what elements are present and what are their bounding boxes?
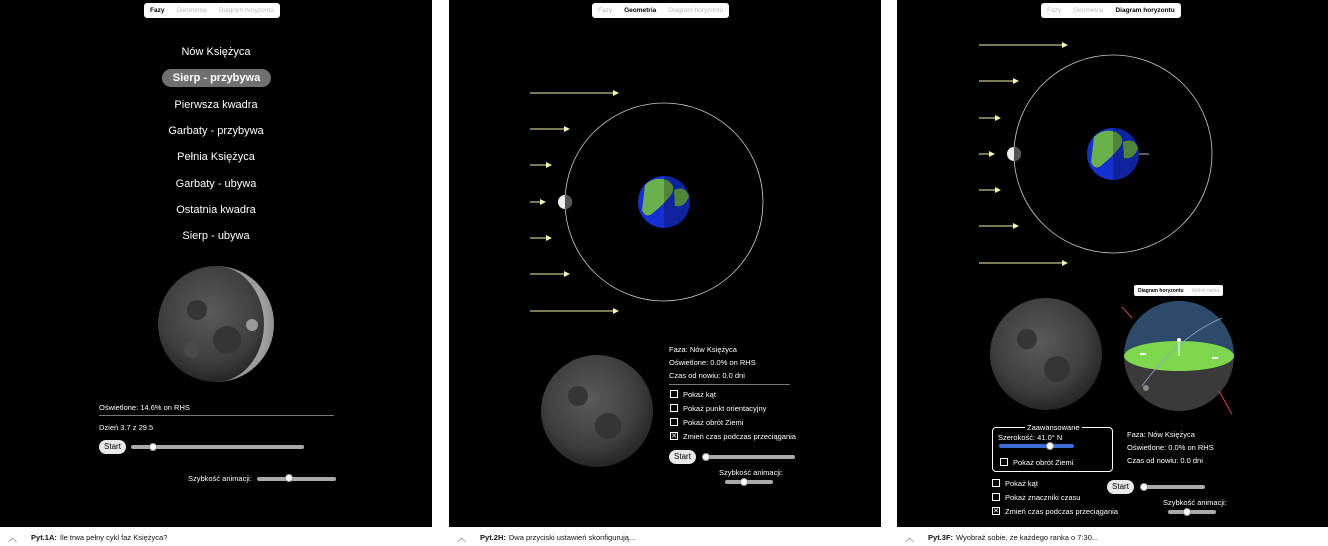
phase-full-moon[interactable]: Pełnia Księżyca <box>177 151 255 163</box>
checkbox-show-rotation[interactable] <box>1000 458 1008 466</box>
question-text: Wyobraź sobie, że każdego ranka o 7:30... <box>956 532 1099 542</box>
phase-new-moon[interactable]: Nów Księżyca <box>181 46 251 58</box>
tab-horizon[interactable]: Diagram horyzontu <box>1115 7 1175 14</box>
speed-slider-thumb[interactable] <box>1183 508 1191 516</box>
time-slider[interactable] <box>1140 485 1205 489</box>
time-slider-thumb[interactable] <box>1140 483 1148 491</box>
question-id: Pyt.2H: <box>480 532 506 542</box>
phase-waning-gibbous[interactable]: Garbaty - ubywa <box>175 178 257 190</box>
day-slider[interactable] <box>131 445 304 449</box>
time-slider-thumb[interactable] <box>702 453 710 461</box>
orbit-diagram[interactable] <box>449 0 881 330</box>
start-button[interactable]: Start <box>99 440 126 454</box>
chevron-up-icon[interactable]: ︿ <box>905 532 915 543</box>
question-bar[interactable] <box>897 528 1328 546</box>
speed-slider[interactable] <box>257 477 336 481</box>
chevron-up-icon[interactable]: ︿ <box>457 532 467 543</box>
moon-phase-image <box>157 265 277 385</box>
phase-text: Faza: Nów Księżyca <box>1127 430 1195 439</box>
orbit-diagram[interactable] <box>897 0 1328 280</box>
inner-tab-bar <box>1134 285 1223 296</box>
checkbox-label: Pokaż kąt <box>1005 479 1038 488</box>
tab-phases[interactable]: Fazy <box>150 7 165 14</box>
checkbox-drag-time[interactable]: ✕ <box>671 433 677 440</box>
latitude-slider[interactable] <box>999 444 1074 448</box>
phase-waning-crescent[interactable]: Sierp - ubywa <box>182 230 250 242</box>
speed-slider[interactable] <box>725 480 773 484</box>
time-slider[interactable] <box>702 455 795 459</box>
checkbox-show-angle[interactable] <box>670 390 678 398</box>
question-text: Ile trwa pełny cykl faz Księżyca? <box>59 532 168 542</box>
phase-text: Faza: Nów Księżyca <box>669 345 737 354</box>
question-text: Dwa przyciski ustawień skonfigurują... <box>508 532 636 542</box>
checkbox-show-rotation[interactable] <box>670 418 678 426</box>
divider <box>99 415 334 416</box>
checkbox-label: Pokaż obrót Ziemi <box>1013 458 1074 467</box>
illuminated-text: Oświetlone: 0.0% on RHS <box>1127 443 1214 452</box>
time-text: Czas od nowiu: 0.0 dni <box>669 371 745 380</box>
speed-label: Szybkość animacji: <box>1163 498 1227 507</box>
checkbox-label: Zmień czas podczas przeciągania <box>683 432 796 441</box>
phases-panel <box>0 0 432 527</box>
latitude-slider-thumb[interactable] <box>1046 442 1054 450</box>
checkbox-label: Pokaż punkt orientacyjny <box>683 404 767 413</box>
question-bar[interactable] <box>449 528 881 546</box>
geometry-panel <box>449 0 881 527</box>
day-text: Dzień 3.7 z 29.5 <box>99 423 154 432</box>
checkbox-label: Pokaż kąt <box>683 390 716 399</box>
horizon-globe[interactable] <box>1122 296 1237 416</box>
question-id: Pyt.3F: <box>928 532 954 542</box>
checkbox-time-markers[interactable] <box>992 493 1000 501</box>
speed-slider-thumb[interactable] <box>740 478 748 486</box>
illuminated-text: Oświetlone: 14.6% on RHS <box>99 403 190 412</box>
tab-bar <box>144 3 280 18</box>
speed-label: Szybkość animacji: <box>188 474 252 483</box>
day-slider-thumb[interactable] <box>149 443 157 451</box>
speed-slider-thumb[interactable] <box>285 474 293 482</box>
checkbox-label: Zmień czas podczas przeciągania <box>1005 507 1118 516</box>
phase-waxing-crescent[interactable]: Sierp - przybywa <box>162 69 271 87</box>
phase-waxing-gibbous[interactable]: Garbaty - przybywa <box>168 125 264 137</box>
checkbox-label: Pokaż obrót Ziemi <box>683 418 744 427</box>
time-text: Czas od nowiu: 0.0 dni <box>1127 456 1203 465</box>
phase-first-quarter[interactable]: Pierwsza kwadra <box>174 99 258 111</box>
tab-sky-view[interactable]: Widok nieba <box>1191 287 1220 294</box>
tab-horizon[interactable]: Diagram horyzontu <box>218 7 274 14</box>
start-button[interactable]: Start <box>669 450 696 464</box>
speed-slider[interactable] <box>1168 510 1216 514</box>
divider <box>669 384 790 385</box>
tab-geometry[interactable]: Geometria <box>176 7 207 14</box>
tab-geometry[interactable]: Geometria <box>624 7 657 14</box>
question-id: Pyt.1A: <box>31 532 57 542</box>
checkbox-show-landmark[interactable] <box>670 404 678 412</box>
phase-last-quarter[interactable]: Ostatnia kwadra <box>176 204 256 216</box>
start-button[interactable]: Start <box>1107 480 1134 494</box>
tab-phases[interactable]: Fazy <box>1047 7 1062 14</box>
checkbox-drag-time[interactable]: ✕ <box>993 508 999 515</box>
moon-phase-image <box>540 354 654 468</box>
chevron-up-icon[interactable]: ︿ <box>8 532 18 543</box>
tab-phases[interactable]: Fazy <box>598 7 613 14</box>
horizon-panel <box>897 0 1328 527</box>
checkbox-label: Pokaż znaczniki czasu <box>1005 493 1081 502</box>
advanced-title: Zaawansowane <box>1027 423 1080 432</box>
moon-phase-image <box>989 297 1103 411</box>
tab-horizon[interactable]: Diagram horyzontu <box>668 7 724 14</box>
tab-horizon-diagram[interactable]: Diagram horyzontu <box>1138 287 1184 294</box>
checkbox-show-angle[interactable] <box>992 479 1000 487</box>
tab-geometry[interactable]: Geometria <box>1073 7 1104 14</box>
speed-label: Szybkość animacji: <box>719 468 783 477</box>
illuminated-text: Oświetlone: 0.0% on RHS <box>669 358 756 367</box>
question-bar[interactable] <box>0 528 432 546</box>
latitude-text: Szerokość: 41.0° N <box>998 433 1063 442</box>
